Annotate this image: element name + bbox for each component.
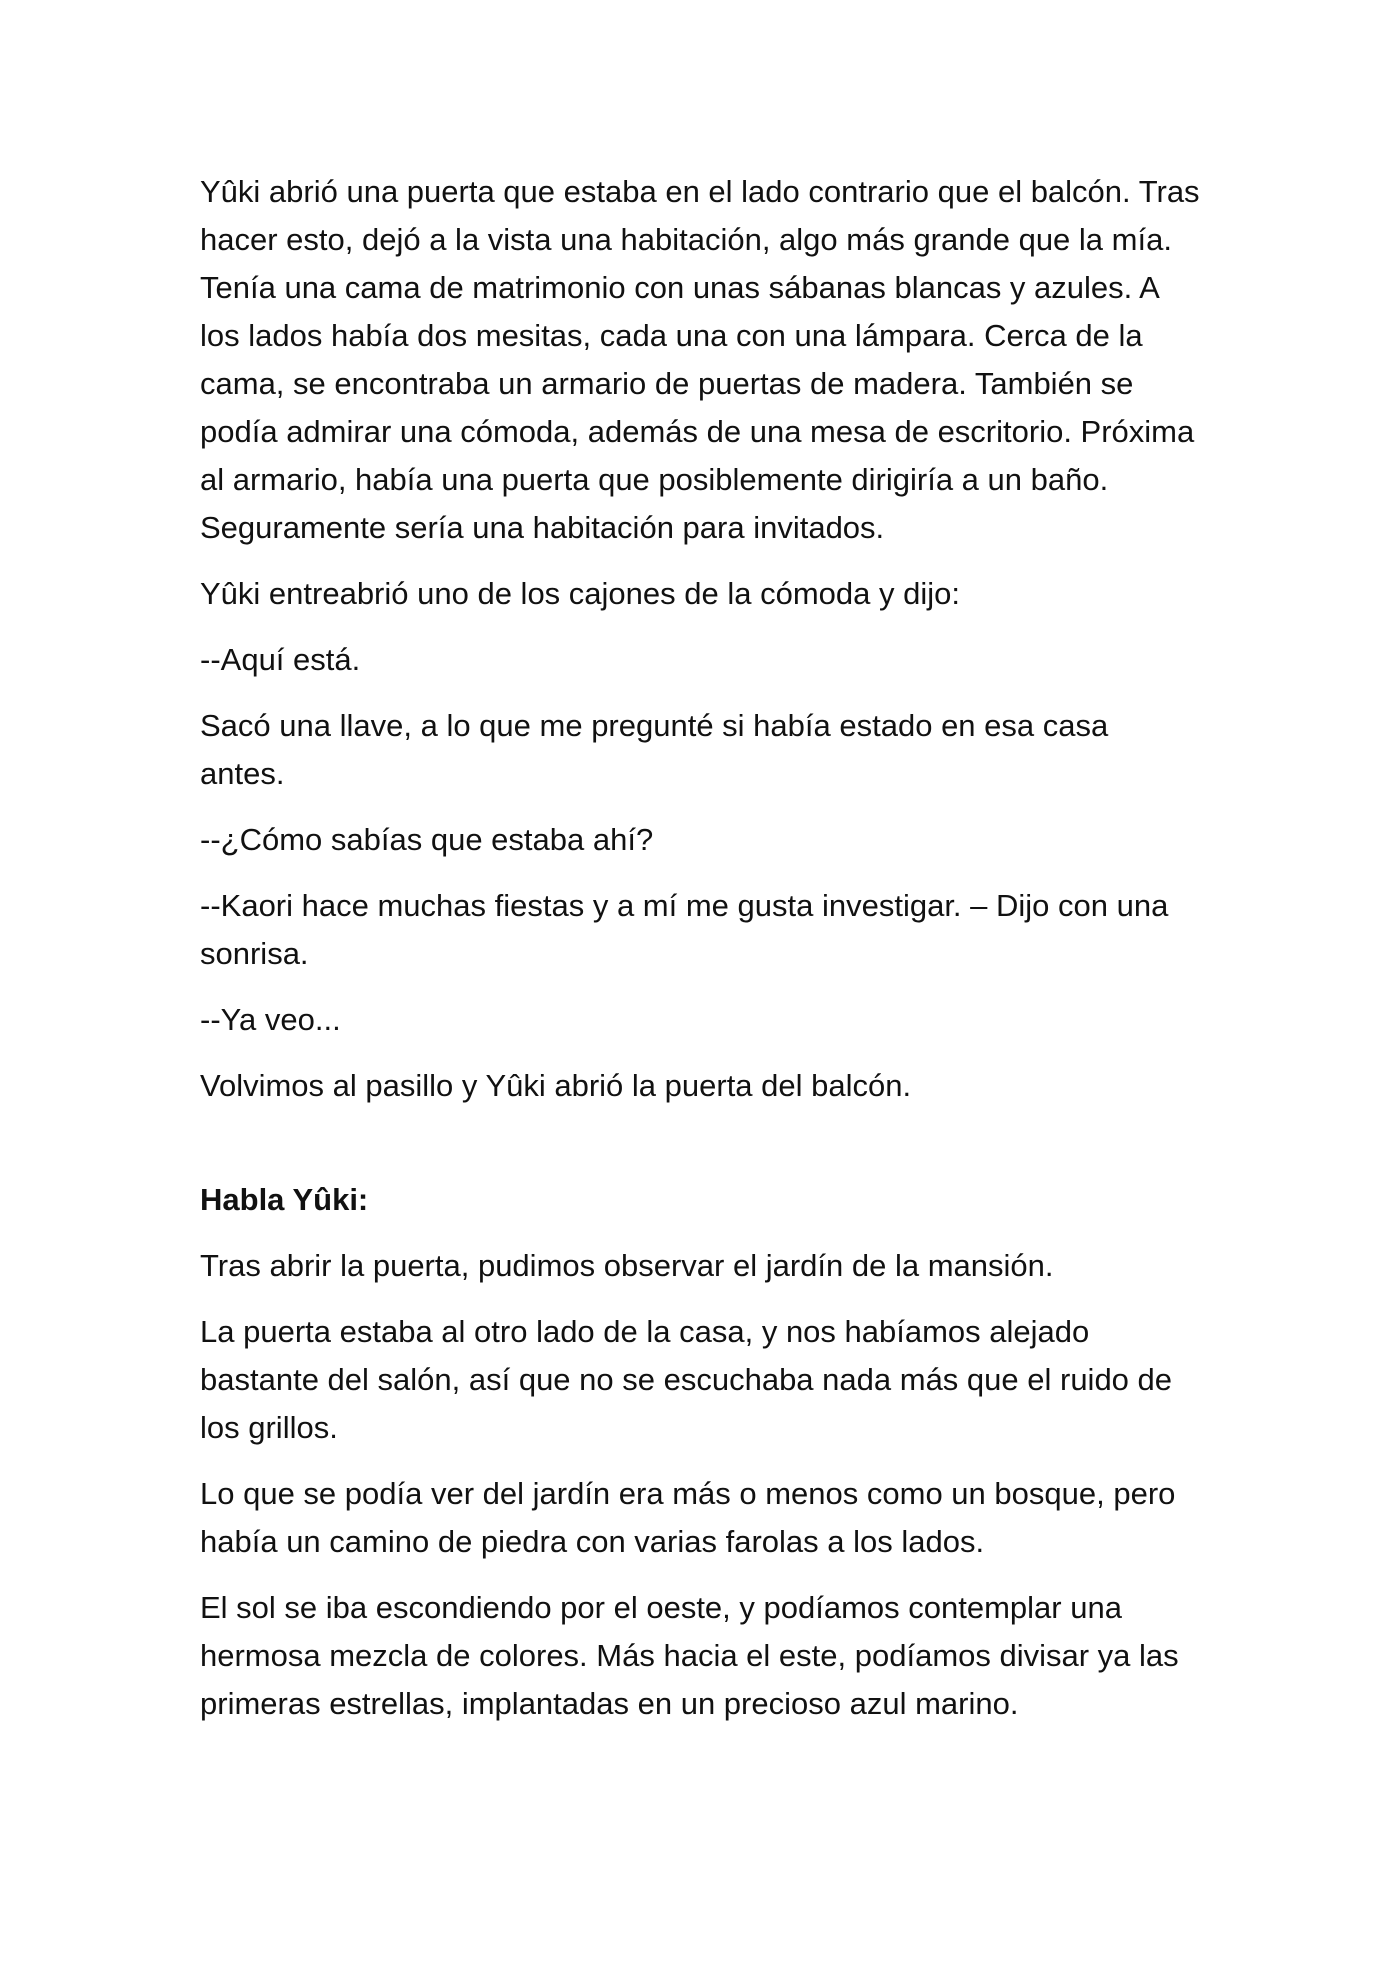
paragraph-forest: Lo que se podía ver del jardín era más o menos como un bosque, pero había un camino de piedra con varias farolas a los lados. bbox=[200, 1476, 1176, 1559]
section-heading: Habla Yûki: bbox=[200, 1182, 369, 1217]
dialogue-line: --Kaori hace muchas fiestas y a mí me gusta investigar. – Dijo con una sonrisa. bbox=[200, 888, 1169, 971]
text-column bbox=[200, 168, 1200, 1746]
paragraph-drawer: Yûki entreabrió uno de los cajones de la cómoda y dijo: bbox=[200, 576, 960, 611]
paragraph-key: Sacó una llave, a lo que me pregunté si había estado en esa casa antes. bbox=[200, 708, 1109, 791]
section-gap bbox=[200, 1128, 1200, 1176]
dialogue-line: --Aquí está. bbox=[200, 642, 361, 677]
paragraph-silence: La puerta estaba al otro lado de la casa, y nos habíamos alejado bastante del salón, así que no se escuchaba nada más que el ruido de los grillos. bbox=[200, 1314, 1173, 1445]
dialogue-line: --¿Cómo sabías que estaba ahí? bbox=[200, 822, 654, 857]
paragraph-garden-view: Tras abrir la puerta, pudimos observar el jardín de la mansión. bbox=[200, 1248, 1054, 1283]
paragraph-balcony: Volvimos al pasillo y Yûki abrió la puerta del balcón. bbox=[200, 1068, 912, 1103]
dialogue-line: --Ya veo... bbox=[200, 1002, 341, 1037]
paragraph-room-description: Yûki abrió una puerta que estaba en el lado contrario que el balcón. Tras hacer esto, dejó a la vista una habitación, algo más grande que la mía. Tenía una cama de matrimonio con unas sábanas blancas y azules. A los lados había dos mesitas, cada una con una lámpara. Cerca de la cama, se encontraba un armario de puertas de madera. También se podía admirar una cómoda, además de una mesa de escritorio. Próxima al armario, había una puerta que posiblemente dirigiría a un baño. Seguramente sería una habitación para invitados. bbox=[200, 174, 1200, 545]
paragraph-sunset: El sol se iba escondiendo por el oeste, y podíamos contemplar una hermosa mezcla de colores. Más hacia el este, podíamos divisar ya las primeras estrellas, implantadas en un precioso azul marino. bbox=[200, 1590, 1179, 1721]
